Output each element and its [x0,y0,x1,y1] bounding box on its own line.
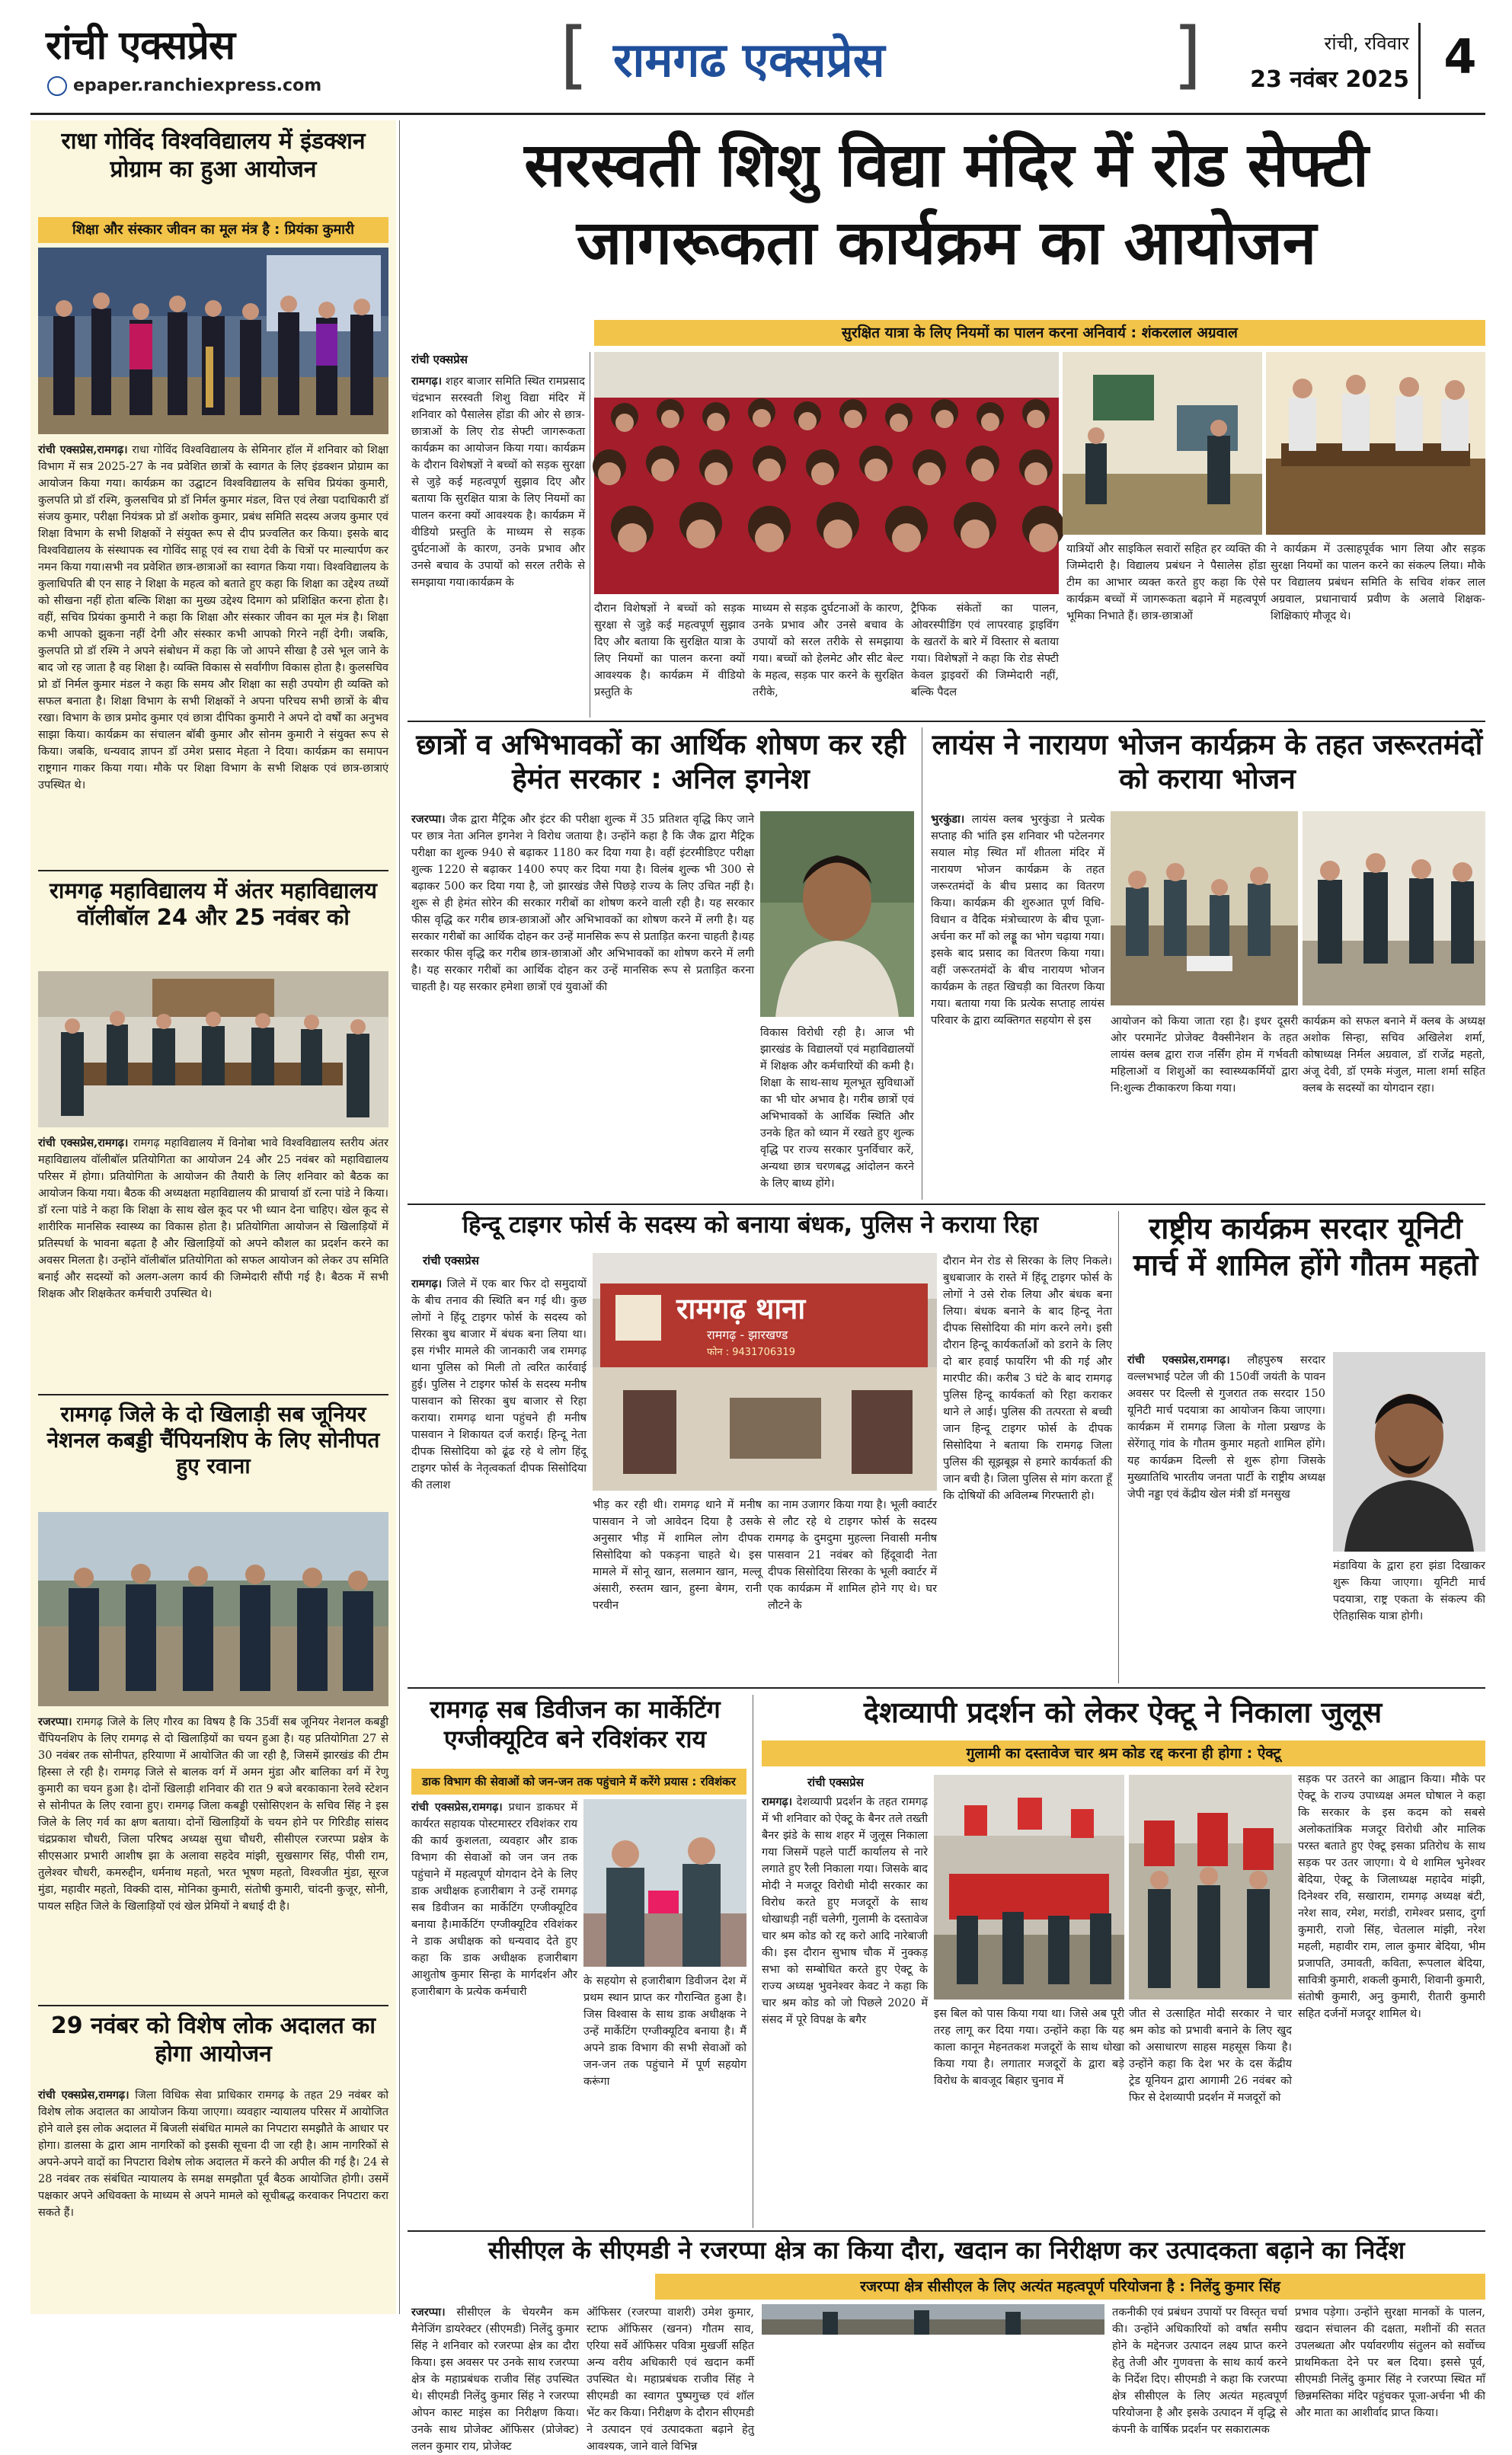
exploitation-text: जैक द्वारा मैट्रिक और इंटर की परीक्षा शुल्क में 35 प्रतिशत वृद्धि किए जाने पर छात्र नेता अनिल इगनेश ने विरोध जताया है। उन्होंने कहा है कि जैक द्वारा मैट्रिक परीक्षा का शुल्क 940 से बढ़ाकर 1180 कर दिया गया है। वहीं इंटरमीडिएट परीक्षा शुल्क 1220 से बढ़ाकर 1400 रुपए कर दिया गया है। विलंब शुल्क भी 300 से बढ़ाकर 500 कर दिया गया है, जो झारखंड जैसे पिछड़े राज्य के लिए उचित नहीं है। शुरू से ही हेमंत सोरेन की सरकार गरीबों का शोषण करने वाली रही है। यह सरकार फीस वृद्धि कर गरीब छात्र-छात्राओं और अभिभावकों का शोषण करने में लगी है। यह सरकार गरीबों का आर्थिक दोहन कर उन्हें मानसिक रूप से प्रताड़ित करना चाहती है।यह सरकार फीस वृद्धि कर गरीब छात्र-छात्राओं और अभिभावकों का शोषण करने में लगी है। यह सरकार गरीबों का आर्थिक दोहन कर उन्हें मानसिक रूप से प्रताड़ित करना चाहती है। यह सरकार हमेशा छात्रों एवं युवाओं की [411,814,754,993]
marketing-col1-text: प्रधान डाकघर में कार्यरत सहायक पोस्टमास्टर रविशंकर राय की कार्य कुशलता, व्यवहार और डाक विभाग की सेवाओं को जन जन तक पहुंचाने में महत्वपूर्ण योगदान देने के लिए डाक अधीक्षक हजारीबाग ने उन्हें रामगढ़ सब डिवीजन का मार्केटिंग एग्जीक्यूटिव बनाया है।मार्केटिंग एग्जीक्यूटिव रविशंकर ने डाक अधीक्षक को धन्यवाद देते हुए कहा कि डाक अधीक्षक हजारीबाग आशुतोष कुमार सिन्हा के मार्गदर्शन और हजारीबाग के प्रत्येक कर्मचारी [411,1801,577,1998]
actu-col1 [762,1794,928,2224]
ccl-col2: ऑफिसर (रजरप्पा वाशरी) उमेश कुमार, स्टाफ ऑफिसर (खनन) गौतम साव, एरिया सर्वे ऑफिसर पवित्रा मुखर्जी सहित अन्य वरीय अधिकारी एवं खदान कर्मी उपस्थित थे। महाप्रबंधक राजीव सिंह ने सीएमडी का स्वागत पुष्पगुच्छ एवं शॉल भेंट कर किया। निरीक्षण के दौरान सीएमडी ने उत्पादन एवं उत्पादकता बढ़ाने हेतु आवश्यक, जाने वाले विभिन्न [587,2306,754,2453]
hostage-col1 [411,1276,587,1681]
exploitation-dateline: रजरप्पा। [411,813,446,826]
marketing-subhead: डाक विभाग की सेवाओं को जन-जन तक पहुंचाने में करेंगे प्रयास : रविशंकर [411,1769,746,1795]
kabaddi-headline: रामगढ़ जिले के दो खिलाड़ी सब जूनियर नेशनल कबड्डी चैंपियनशिप के लिए सोनीपत हुए रवाना [46,1402,380,1479]
masthead-rule [30,113,1485,115]
induction-body [38,442,388,861]
actu-dateline: रामगढ़। [762,1795,793,1808]
section-title: रामगढ एक्सप्रेस [613,32,885,88]
ccl-col3: तकनीकी एवं प्रबंधन उपायों पर विस्तृत चर्चा की। उन्होंने अधिकारियों को वर्षांत समीप होने के मद्देनजर उत्पादन लक्ष्य प्राप्त करने हेतु तेजी और गुणवत्ता के साथ कार्य करने के निर्देश दिए। सीएमडी ने कहा कि रजरप्पा क्षेत्र सीसीएल के लिए अत्यंत महत्वपूर्ण परियोजना है और इसके उत्पादन में वृद्धि से कंपनी के वार्षिक प्रदर्शन पर सकारात्मक [1112,2306,1287,2436]
globe-icon [47,76,67,96]
ccl-rule [408,2230,1485,2232]
ccl-subhead: रजरप्पा क्षेत्र सीसीएल के लिए अत्यंत महत्वपूर्ण परियोजना है : निलेंदु कुमार सिंह [655,2274,1485,2300]
lead-col6: ने कार्यक्रम में उत्साहपूर्वक भाग लिया और सड़क सुरक्षा नियमों का पालन करने का संकल्प लिया। मौके पर विद्यालय प्रबंधन समिति के सचिव शंकर लाल अग्रवाल, प्रधानाचार्य प्रवीण के अलावे शिक्षक-शिक्षिकाएं मौजूद थे। [1271,543,1485,622]
hostage-source: रांची एक्सप्रेस [423,1254,479,1267]
ccl-col1-text: सीसीएल के चेयरमैन कम मैनेजिंग डायरेक्टर (सीएमडी) निलेंदु कुमार सिंह ने शनिवार को रजरप्पा क्षेत्र का दौरा किया। इस अवसर पर उनके साथ रजरप्पा क्षेत्र के महाप्रबंधक राजीव सिंह उपस्थित थे। सीएमडी निलेंदु कुमार सिंह ने रजरप्पा ओपन कास्ट माइंस का निरीक्षण किया। उनके साथ प्रोजेक्ट ऑफिसर (प्रोजेक्ट) ललन कुमार राय, प्रोजेक्ट [411,2306,579,2453]
ccl-photo [762,2304,1104,2335]
induction-subhead: शिक्षा और संस्कार जीवन का मूल मंत्र है : प्रियंका कुमारी [38,217,388,243]
marketing-col2: के सहयोग से हजारीबाग डिवीजन देश में प्रथम स्थान प्राप्त कर गौरान्वित हुआ है। जिस विश्वास के साथ डाक अधीक्षक ने उन्हें मार्केटिंग एग्जीक्यूटिव बनाया है। मैं अपने डाक विभाग की सभी सेवाओं को जन-जन तक पहुंचाने में पूर्ण सहयोग करूंगा [583,1975,746,2088]
page-number: 4 [1443,29,1477,85]
actu-col4: सड़क पर उतरने का आह्वान किया। मौके पर ऐक्टू के राज्य उपाध्यक्ष अमल घोषाल ने कहा कि सरकार के इस कदम को सबसे अलोकतांत्रिक मजदूर विरोधी और मालिक परस्त बताते हुए ऐक्टू इसका प्रतिरोध के साथ सड़क पर उतर जाएगा। ये थे शामिल भुनेश्वर बेदिया, ऐक्टू के जिलाध्यक्ष महादेव मांझी, दिनेश्वर रवि, सखाराम, रामगढ़ अध्यक्ष बंटी, नरेश साव, रमेश, मरांडी, रामेश्वर प्रसाद, दुर्गा कुमारी, राजो सिंह, चेतलाल मांझी, नरेश महली, महावीर राम, लाल कुमार बेदिया, भीम प्रजापति, उमावती, कविता, रूपलाल बेदिया, सावित्री कुमारी, शकली कुमारी, शिवानी कुमारी, संतोषी कुमारी, अनु कुमारी, रीतारी कुमारी सहित दर्जनों मजदूर शामिल थे। [1298,1773,1485,2020]
police-station-sign: रामगढ़ थाना [676,1292,806,1325]
lions-body2: आयोजन को किया जाता रहा है। इधर दूसरी ओर परमानेंट प्रोजेक्ट वैक्सीनेशन के तहत लायंस क्लब द्वारा राज नर्सिंग होम में गर्भवती महिलाओं व शिशुओं का स्वास्थ्यकर्मियों द्वारा नि:शुल्क टीकाकरण किया गया। [1111,1015,1298,1095]
volleyball-rule [38,1394,388,1395]
exploitation-body-top [411,811,754,1197]
left-column-divider [399,120,400,2314]
ccl-dateline: रजरप्पा। [411,2306,446,2319]
lions-dateline: भुरकुंडा। [931,813,965,826]
hostage-divider [1118,1211,1119,1683]
lead-photo-classroom [1063,352,1262,535]
unity-march-dateline: रांची एक्सप्रेस,रामगढ़। [1127,1354,1230,1367]
lead-photo-students [594,352,1059,594]
mid-rule [408,1204,1485,1205]
ccl-col4: प्रभाव पड़ेगा। उन्होंने सुरक्षा मानकों के पालन, खदान संचालन की दक्षता, मशीनों की सतत उपलब्धता और पर्यावरणीय संतुलन को सर्वोच्च प्राथमिकता देने पर बल दिया। इससे पूर्व, सीएमडी निलेंदु कुमार सिंह ने रजरप्पा स्थित माँ छिन्नमस्तिका मंदिर पहुंचकर पूजा-अर्चना भी की और माता का आशीर्वाद प्राप्त किया। [1295,2306,1485,2419]
section-bracket-right: ] [1173,12,1202,97]
actu-source: रांची एक्सप्रेस [807,1776,864,1789]
lions-body3: कार्यक्रम को सफल बनाने में क्लब के अध्यक्ष अशोक सिन्हा, सचिव अखिलेश शर्मा, कोषाध्यक्ष निर्मल अग्रवाल, डॉ राजेंद्र महतो, अंजू देवी, डॉ एमके मंजुल, माला शर्मा सहित क्लब के सदस्यों का योगदान रहा। [1303,1015,1485,1095]
lions-headline: लायंस ने नारायण भोजन कार्यक्रम के तहत जरूरतमंदों को कराया भोजन [932,728,1483,796]
lead-subhead: सुरक्षित यात्रा के लिए नियमों का पालन करना अनिवार्य : शंकरलाल अग्रवाल [594,320,1485,346]
lead-rule [408,721,1485,722]
induction-rule [38,870,388,871]
kabaddi-photo [38,1512,388,1706]
marketing-dateline: रांची एक्सप्रेस,रामगढ़। [411,1801,503,1814]
lok-adalat-headline: 29 नवंबर को विशेष लोक अदालत का होगा आयोजन [50,2012,376,2067]
induction-text: राधा गोविंद विश्वविद्यालय के सेमिनार हॉल में शनिवार को शिक्षा विभाग में सत्र 2025-27 के नव प्रवेशित छात्रों के स्वागत के लिए इंडक्शन प्रोग्राम का आयोजन किया गया। कार्यक्रम का उद्घाटन विश्वविद्यालय के सचिव प्रियंका कुमारी, कुलपति प्रो डॉ रश्मि, कुलसचिव प्रो डॉ निर्मल कुमार मंडल, वित्त एवं लेखा पदाधिकारी डॉ संजय कुमार, परीक्षा नियंत्रक प्रो डॉ अशोक कुमार, प्रबंध समिति सदस्य अजय कुमार एवं शिक्षा विभाग के सभी शिक्षकों ने संयुक्त रूप से दीप प्रज्वलित कर किया। इसके बाद विश्वविद्यालय के संस्थापक स्व गोविंद साहू एवं स्व राधा देवी के चित्रों पर माल्यार्पण कर नमन किया गया।सभी नव प्रवेशित छात्र-छात्राओं का स्वागत किया गया। विश्वविद्यालय के कुलाधिपति बी एन साह ने शिक्षा के महत्व को बताते हुए कहा कि शिक्षा का उद्देश्य तथ्यों को सीखना नहीं होता बल्कि शिक्षा का मुख्य उद्देश्य दिमाग को प्रशिक्षित करना होता है। वहीं, सचिव प्रियंका कुमारी ने कहा कि शिक्षा और संस्कार जीवन का मूल मंत्र है। शिक्षा कभी आपको झुकना नहीं देगी और संस्कार कभी आपको गिरने नहीं देगी। जबकि, कुलपति प्रो डॉ रश्मि ने अपने संबोधन में कहा कि जो आपने सीखा है उसे भूल जाने के बाद जो रह जाता है वह शिक्षा है। व्यक्ति विकास से सर्वांगीण विकास होता है। कुलसचिव प्रो डॉ निर्मल कुमार मंडल ने कहा कि समय और शिक्षा का सही उपयोग ही व्यक्ति को सफल बनाता है। शिक्षा विभाग के सभी शिक्षकों ने अपना परिचय सभी छात्रों के बीच रखा। विभाग के छात्र प्रमोद कुमार एवं छात्रा दीपिका कुमारी ने अपने दो वर्षों का अनुभव साझा किया। कार्यक्रम का संचालन बॉबी कुमार और सोनम कुमारी ने संयुक्त रूप से किया। जबकि, धन्यवाद ज्ञापन डॉ उमेश प्रसाद मेहता ने दिया। कार्यक्रम का समापन राष्ट्रगान गाकर किया गया। मौके पर शिक्षा विभाग के सभी शिक्षक एवं छात्र-छात्राएं उपस्थित थे। [38,444,388,791]
hostage-headline: हिन्दू टाइगर फोर्स के सदस्य को बनाया बंधक, पुलिस ने कराया रिहा [462,1211,1039,1239]
marketing-headline: रामगढ़ सब डिवीजन का मार्केटिंग एग्जीक्यूटिव बने रविशंकर राय [430,1695,721,1754]
volleyball-headline: रामगढ़ महाविद्यालय में अंतर महाविद्यालय वॉलीबॉल 24 और 25 नवंबर को [50,877,377,931]
issue-date: 23 नवंबर 2025 [1250,66,1409,93]
actu-photo-rally [934,1775,1124,1999]
actu-col2: इस बिल को पास किया गया था। जिसे अब पूरी तरह लागू कर दिया गया। उन्होंने कहा कि यह काला कानून मेहनतकश मजदूरों के साथ धोखा किया गया है। लगातार मजदूरों के द्वारा बड़े विरोध के बावजूद बिहार चुनाव में [934,2008,1124,2087]
lions-body [931,811,1104,1197]
hostage-col2: भीड़ कर रही थी। रामगढ़ थाने में मनीष पासवान ने जो आवेदन दिया है उसके अनुसार भीड़ में शामिल लोग दीपक सिसोदिया को पकड़ना चाहते थे। इस मामले में सोनू खान, सलमान खान, मल्लू अंसारी, रुस्तम खान, हुस्ना बेगम, रानी परवीन [593,1499,762,1612]
hostage-col4: दौरान मेन रोड से सिरका के लिए निकले। बुधबाजार के रास्ते में हिंदू टाइगर फोर्स के लोगों ने उसे रोक लिया और बंधक बना लिया। बंधक बनाने के बाद हिन्दू नेता दीपक सिसोदिया की मांग करने लगे। इसी दौरान हिन्दू कार्यकर्ताओं को डराने के लिए दो बार हवाई फायरिंग भी की गई और मारपीट की। करीब 3 घंटे के बाद रामगढ़ पुलिस हिन्दू कार्यकर्ता को रिहा कराकर थाने ले आई। पुलिस की तत्परता से बच्ची जान हिन्दू टाइगर फोर्स के दीपक सिसोदिया ने बताया कि रामगढ़ जिला पुलिस की सूझबूझ से हमारे कार्यकर्ता की जान बची है। जिला पुलिस से मांग करता हूँ कि दोषियों की अविलम्ब गिरफ्तारी हो। [943,1255,1112,1502]
lead-col1-text: शहर बाजार समिति स्थित रामप्रसाद चंद्रभान सरस्वती शिशु विद्या मंदिर में शनिवार को पैसालेस होंडा की ओर से छात्र-छात्राओं के लिए रोड सेफ्टी जागरूकता कार्यक्रम का आयोजन किया गया। कार्यक्रम के दौरान विशेषज्ञों ने बच्चों को सड़क सुरक्षा से जुड़े कई महत्वपूर्ण सुझाव दिए और बताया कि सुरक्षित यात्रा के लिए नियमों का पालन करना क्यों आवश्यक है। कार्यक्रम में वीडियो प्रस्तुति के माध्यम से सड़क दुर्घटनाओं के कारण, उनके प्रभाव और उनसे बचाव के उपायों को सरल तरीके से समझाया गया।कार्यक्रम के [411,376,586,589]
lok-adalat-dateline: रांची एक्सप्रेस,रामगढ़। [38,2089,129,2102]
marketing-col1 [411,1799,577,2224]
lead-col1 [411,373,585,714]
unity-march-portrait [1333,1352,1485,1552]
actu-headline: देशव्यापी प्रदर्शन को लेकर ऐक्टू ने निकाला जुलूस [863,1696,1383,1729]
exploitation-portrait [760,811,914,1017]
lead-dateline: रामगढ़। [411,375,443,388]
lead-source: रांची एक्सप्रेस [411,353,468,366]
induction-dateline: रांची एक्सप्रेस,रामगढ़। [38,443,128,456]
unity-march-headline: राष्ट्रीय कार्यक्रम सरदार यूनिटी मार्च में शामिल होंगे गौतम महतो [1133,1212,1478,1283]
lead-col4: ट्रैफिक संकेतों का पालन, ओवरस्पीडिंग एवं लापरवाह ड्राइविंग के खतरों के बारे में विस्तार से बताया गया। विशेषज्ञों ने कहा कि रोड सेफ्टी केवल ड्राइवरों की जिम्मेदारी नहीं, बल्कि पैदल [911,603,1059,698]
lead-photo-guests [1266,352,1485,535]
exploitation-body-bottom: विकास विरोधी रही है। आज भी झारखंड के विद्यालयों एवं महाविद्यालयों में शिक्षक और कर्मचारियों की कमी है। शिक्षा के साथ-साथ मूलभूत सुविधाओं का भी घोर अभाव है। गरीब छात्रों एवं अभिभावकों के आर्थिक स्थिति और उनके हित को ध्यान में रखते हुए शुल्क वृद्धि पर राज्य सरकार पुनर्विचार करें, अन्यथा छात्र चरणबद्ध आंदोलन करने के लिए बाध्य होंगे। [760,1027,914,1190]
section-bracket-left: [ [560,12,589,97]
kabaddi-text: रामगढ़ जिले के लिए गौरव का विषय है कि 35वीं सब जूनियर नेशनल कबड्डी चैंपियनशिप के लिए रामगढ़ से दो खिलाड़ियों का चयन हुआ है। यह प्रतियोगिता 27 से 30 नवंबर तक सोनीपत, हरियाणा में आयोजित की जा रही है, जिसमें झारखंड की टीम हिस्सा ले रही है। रामगढ़ जिले से बालक वर्ग में अमन मुंडा और बालिका वर्ग में रेणु कुमारी का चयन हुआ है। दोनों खिलाड़ी शनिवार की रात 9 बजे बरकाकाना रेलवे स्टेशन से सोनीपत के लिए रवाना हुए। रामगढ़ जिला कबड्डी एसोसिएशन के सचिव सिंह ने इस जिले के लिए गर्व का क्षण बताया। दोनों खिलाड़ियों के चयन होने पर गिरिडीह सांसद चंद्रप्रकाश चौधरी, जिला परिषद अध्यक्ष सुधा चौधरी, सीसीएल रजरप्पा प्रक्षेत्र के सीएसआर प्रभारी आशीष झा के अलावा सहदेव मांझी, सुखसागर सिंह, पीसी राम, तुलेश्वर चौधरी, कमरुद्दीन, धर्मनाथ महतो, भरत भूषण महतो, विश्वजीत मुंडा, सूरज मुंडा, महावीर महतो, विक्की दास, मोनिका कुमारी, संतोषी कुमारी, चांदनी कुजूर, सोनी, पायल सहित जिले के खिलाड़ियों एवं खेल प्रेमियों ने बधाई दी है। [38,1716,388,1913]
masthead [0,0,1512,114]
actu-photo-march [1129,1775,1292,1999]
exploitation-headline: छात्रों व अभिभावकों का आर्थिक शोषण कर रही हेमंत सरकार : अनिल इगनेश [416,728,906,796]
induction-headline: राधा गोविंद विश्वविद्यालय में इंडक्शन प्रोग्राम का हुआ आयोजन [61,128,366,183]
volleyball-dateline: रांची एक्सप्रेस,रामगढ़। [38,1136,129,1149]
paper-logo: रांची एक्सप्रेस [46,23,235,69]
kabaddi-body [38,1714,388,1999]
police-station-sign-sub: रामगढ़ - झारखण्ड [707,1328,788,1342]
actu-col1-text: देशव्यापी प्रदर्शन के तहत रामगढ़ में भी शनिवार को ऐक्टू के बैनर तले तख्ती बैनर झंडे के साथ शहर में जुलूस निकाला गया जिसमें पहले पार्टी कार्यालय से नारे लगाते हुए रैली निकाला गया। जिसके बाद मोदी ने मजदूर विरोधी मोदी सरकार का विरोध करते हुए मजदूरों के साथ धोखाधड़ी नहीं चलेगी, गुलामी के दस्तावेज चार श्रम कोड को रद्द करो आदि नारेबाजी की। इस दौरान सुभाष चौक में नुक्कड़ सभा को सम्बोधित करते हुए ऐक्टू के राज्य अध्यक्ष भुवनेश्वर केवट ने कहा कि चार श्रम कोड को जो पिछले 2020 में संसद में पूरे विपक्ष के बगैर [762,1796,928,2026]
lead-headline-line2: जागरूकता कार्यक्रम का आयोजन [576,207,1317,278]
lower-rule [408,1687,1485,1689]
lok-adalat-body [38,2087,388,2308]
ccl-col1 [411,2304,579,2453]
actu-subhead: गुलामी का दस्तावेज चार श्रम कोड रद्द करना ही होगा : ऐक्टू [762,1741,1485,1766]
actu-col3: जीत से उत्साहित मोदी सरकार ने चार श्रम कोड को प्रभावी बनाने के लिए खुद को असाधारण साहस महसूस किया है। उन्होंने कहा कि देश भर के दस केंद्रीय ट्रेड यूनियन द्वारा आगामी 26 नवंबर को फिर से देशव्यापी प्रदर्शन में मजदूरों को [1129,2008,1292,2104]
marketing-photo [583,1799,746,1967]
volleyball-body [38,1135,388,1388]
ccl-headline: सीसीएल के सीएमडी ने रजरप्पा क्षेत्र का किया दौरा, खदान का निरीक्षण कर उत्पादकता बढ़ाने का निर्देश [487,2236,1405,2265]
unity-march-body [1127,1352,1325,1681]
unity-march-text: लौहपुरुष सरदार वल्लभभाई पटेल जी की 150वीं जयंती के पावन अवसर पर दिल्ली से गुजरात तक सरदार 150 यूनिटी मार्च पदयात्रा का आयोजन किया जाएगा। कार्यक्रम में रामगढ़ जिला के गोला प्रखण्ड के सेरेंगातू गांव के गौतम कुमार महतो शामिल होंगे। यह कार्यक्रम दिल्ली से शुरू होगा जिसके मुख्यातिथि भारतीय जनता पार्टी के राष्ट्रीय अध्यक्ष जेपी नड्डा एवं केंद्रीय खेल मंत्री डॉ मनसुख [1127,1354,1325,1501]
city-day: रांची, रविवार [1324,33,1409,54]
lions-photo-vaccination [1303,811,1485,1005]
hostage-col3: का नाम उजागर किया गया है। भूली क्वार्टर से लौट रहे थे टाइगर फोर्स के सदस्य रामगढ़ के दुमदुमा मुहल्ला निवासी मनीष पासवान 21 नवंबर को हिंदूवादी नेता दीपक सिसोदिया सिरका के भूली क्वार्टर में एक कार्यक्रम में शामिल होने गए थे। घर लौटने के [768,1499,937,1612]
lok-adalat-text: जिला विधिक सेवा प्राधिकार रामगढ़ के तहत 29 नवंबर को विशेष लोक अदालत का आयोजन किया जाएगा। व्यवहार न्यायालय परिसर में आयोजित होने वाले इस लोक अदालत में बिजली संबंधित मामले का निपटारा समझौते के आधार पर होगा। डालसा के द्वारा आम नागरिकों को इसकी सूचना दी जा रही है। आम नागरिकों से अपने-अपने वादों का निपटारा विशेष लोक अदालत में करने की अपील की गई है। 24 से 28 नवंबर तक संबंधित न्यायालय के समक्ष समझौता पूर्व बैठक आयोजित होगी। उसमें पक्षकार अपने अधिवक्ता के माध्यम से अपने मामले को सूचीबद्ध करवाकर निपटारा करा सकते हैं। [38,2089,388,2219]
lions-photo-food [1111,811,1298,1005]
volleyball-text: रामगढ़ महाविद्यालय में विनोबा भावे विश्वविद्यालय स्तरीय अंतर महाविद्यालय वॉलीबॉल प्रतियोगिता का आयोजन 24 और 25 नवंबर को महाविद्यालय परिसर में होगा। प्रतियोगिता के आयोजन की तैयारी के लिए शनिवार को बैठक का आयोजन किया गया। बैठक की अध्यक्षता महाविद्यालय की प्राचार्या डॉ रत्ना पांडे ने किया। डॉ रत्ना पांडे ने कहा कि शिक्षा के साथ खेल कूद पर भी ध्यान देना चाहिए। खेल कूद से शारीरिक मानसिक स्वास्थ्य का विकास होता है। प्रतियोगिता आयोजन से खिलाड़ियों में प्रतिस्पर्धा के भावना बढ़ता है और खिलाड़ियों को अपने कौशल का प्रदर्शन करने का अवसर मिलता है। उन्होंने वॉलीबॉल प्रतियोगिता को सफल आयोजन को लेकर उप समिति बनाई और सदस्यों को अलग-अलग कार्य की जिम्मेदारी सौंपी गई है। बैठक में सभी शिक्षक और शिक्षकेतर कर्मचारी उपस्थित थे। [38,1137,388,1300]
unity-march-body2: मंडाविया के द्वारा हरा झंडा दिखाकर शुरू किया जाएगा। यूनिटी मार्च पदयात्रा, राष्ट्र एकता के संकल्प की ऐतिहासिक यात्रा होगी। [1333,1560,1485,1622]
lions-text: लायंस क्लब भुरकुंडा ने प्रत्येक सप्ताह की भांति इस शनिवार भी पटेलनगर सयाल मोड़ स्थित माँ शीतला मंदिर में नारायण भोजन कार्यक्रम के तहत जरूरतमंदों के बीच प्रसाद का वितरण किया। कार्यक्रम की शुरुआत पूर्ण विधि-विधान व वैदिक मंत्रोच्चारण के बीच पूजा-अर्चना कर माँ को लड्डू का भोग चढ़ाया गया। इसके बाद प्रसाद का वितरण किया गया। वहीं जरूरतमंदों के बीच नारायण भोजन कार्यक्रम के तहत खिचड़ी का वितरण किया गया। बताया गया कि प्रत्येक सप्ताह लायंस परिवार के द्वारा व्यक्तिगत सहयोग से इस [931,814,1104,1027]
lead-col3: माध्यम से सड़क दुर्घटनाओं के कारण, उनके प्रभाव और उनसे बचाव के उपायों को सरल तरीके से समझाया गया। बच्चों को हेलमेट और सीट बेल्ट के महत्व, सड़क पार करने के सुरक्षित तरीके, [753,603,903,698]
lead-headline-line1: सरस्वती शिशु विद्या मंदिर में रोड सेफ्टी [524,129,1369,200]
hostage-col1-text: जिले में एक बार फिर दो समुदायों के बीच तनाव की स्थिति बन गई थी। कुछ लोगों ने हिंदू टाइगर फोर्स के सदस्य को सिरका बुध बाजार में बंधक बना लिया था। इस गंभीर मामले की जानकारी जब रामगढ़ थाना पुलिस को मिली तो त्वरित कार्रवाई हुई। पुलिस ने टाइगर फोर्स के सदस्य मनीष पासवान को सिरका बुध बाजार से रिहा कराया। रामगढ़ थाना पहुंचने ही मनीष पासवान ने शिकायत दर्ज कराई। हिन्दू नेता दीपक सिसोदिया को ढूंढ रहे थे लोग हिंदू टाइगर फोर्स के नेतृत्वकर्ता दीपक सिसोदिया की तलाश [411,1278,587,1491]
masthead-divider [1418,23,1421,99]
volleyball-photo [38,971,388,1127]
lead-col2: दौरान विशेषज्ञों ने बच्चों को सड़क सुरक्षा से जुड़े कई महत्वपूर्ण सुझाव दिए और बताया कि सुरक्षित यात्रा के लिए नियमों का पालन करना क्यों आवश्यक है। कार्यक्रम में वीडियो प्रस्तुति के [594,603,745,698]
epaper-url[interactable]: epaper.ranchiexpress.com [73,76,322,95]
kabaddi-rule [38,2005,388,2006]
police-station-phone: फोन : 9431706319 [707,1347,795,1358]
induction-photo [38,248,388,434]
hostage-photo-police-station [593,1253,937,1491]
kabaddi-dateline: रजरप्पा। [38,1715,72,1728]
hostage-dateline: रामगढ़। [411,1277,443,1290]
lead-col5: यात्रियों और साइकिल सवारों सहित हर व्यक्ति की जिम्मेदारी है। विद्यालय प्रबंधन ने पैसालेस होंडा टीम का आभार व्यक्त करते हुए कहा कि ऐसे कार्यक्रम बच्चों में जागरूकता बढ़ाने में महत्वपूर्ण भूमिका निभाते हैं। छात्र-छात्राओं [1066,543,1266,622]
